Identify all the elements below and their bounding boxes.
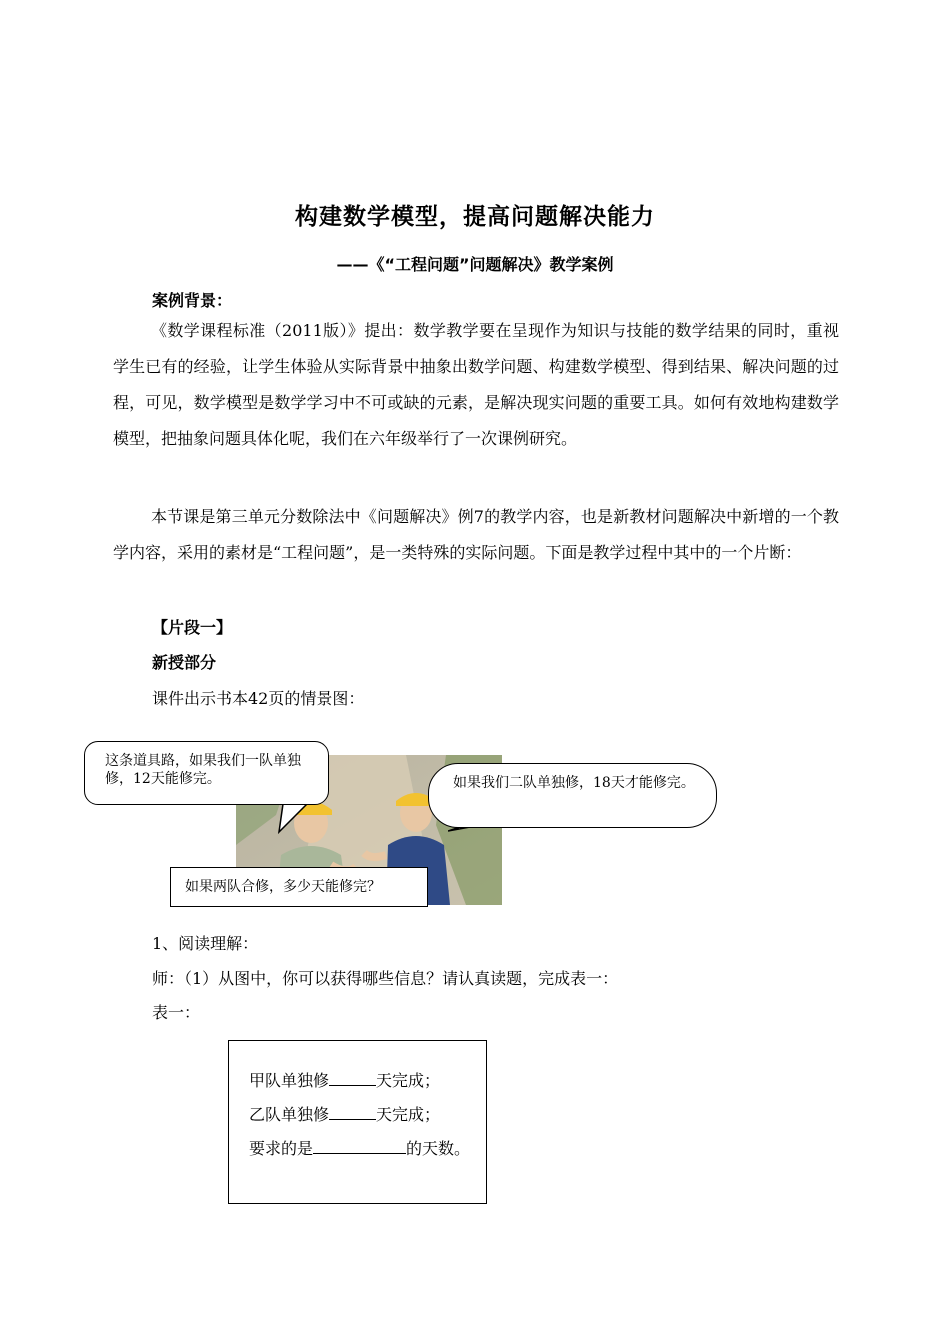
row2-prefix: 乙队单独修 (249, 1105, 330, 1124)
blank-days-b[interactable] (329, 1104, 376, 1120)
question-box: 如果两队合修，多少天能修完？ (170, 867, 428, 907)
bubble-left-text: 这条道具路，如果我们一队单独修，12天能修完。 (84, 741, 329, 805)
row3-suffix: 的天数。 (406, 1139, 471, 1158)
speech-bubble-right (428, 763, 717, 828)
row1-suffix: 天完成； (376, 1071, 441, 1090)
paragraph-background: 《数学课程标准（2011版）》提出：数学教学要在呈现作为知识与技能的数学结果的同时，重视学生已有的经验，让学生体验从实际背景中抽象出数学问题、构建数学模型、得到结果、解决问题的过程，可见，数学模型是数学学习中不可或缺的元素，是解决现实问题的重要工具。如何有效地构建数学模型，把抽象问题具体化呢，我们在六年级举行了一次课例研究。 (113, 321, 839, 448)
fragment-heading: 【片段一】 (152, 618, 233, 637)
teacher-question: 师：（1）从图中，你可以获得哪些信息？请认真读题，完成表一： (152, 969, 619, 988)
row2-suffix: 天完成； (376, 1105, 441, 1124)
row3-prefix: 要求的是 (249, 1139, 314, 1158)
reading-heading: 1、阅读理解： (152, 934, 259, 953)
fill-in-table (228, 1040, 487, 1204)
new-section-heading: 新授部分 (152, 653, 217, 672)
document-subtitle: ——《“工程问题”问题解决》教学案例 (336, 255, 614, 274)
table-row-team-b (249, 1102, 440, 1125)
table-label: 表一： (152, 1003, 201, 1022)
speech-bubble-left (84, 741, 329, 805)
courseware-line: 课件出示书本42页的情景图： (152, 689, 365, 708)
table-row-team-a (249, 1068, 440, 1091)
table-row-goal (249, 1136, 470, 1159)
document-title: 构建数学模型，提高问题解决能力 (295, 204, 655, 230)
row1-prefix: 甲队单独修 (249, 1071, 330, 1090)
bubble-right-text: 如果我们二队单独修，18天才能修完。 (428, 763, 717, 828)
background-heading: 案例背景： (152, 291, 233, 310)
blank-goal[interactable] (313, 1138, 406, 1154)
paragraph-lesson-intro: 本节课是第三单元分数除法中《问题解决》例7的教学内容，也是新教材问题解决中新增的一个教学内容，采用的素材是“工程问题”，是一类特殊的实际问题。下面是教学过程中其中的一个片断： (113, 507, 839, 562)
blank-days-a[interactable] (329, 1070, 376, 1086)
